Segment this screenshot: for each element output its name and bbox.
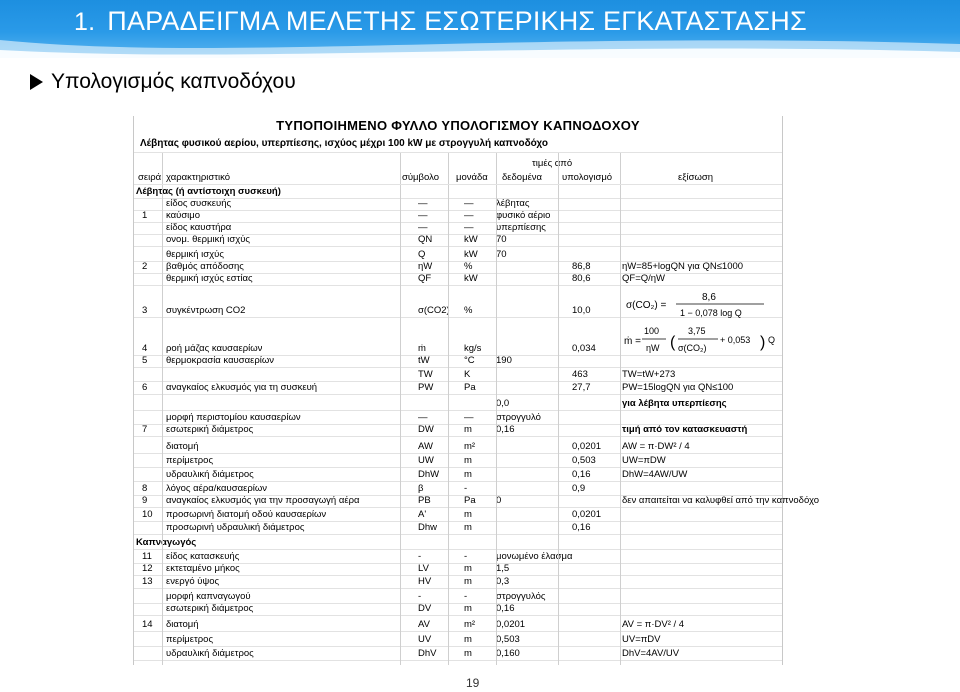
sheet-cell-n: 8 [142,483,148,494]
sheet-cell-char: υδραυλική διάμετρος [166,648,254,659]
sheet-row-divider [134,210,782,211]
sheet-cell-char: Λέβητας (ή αντίστοιχη συσκευή) [136,186,281,197]
sheet-cell-unit: m [464,576,472,587]
sheet-cell-eq: δεν απαιτείται να καλυφθεί από την καπνοδόχο [622,495,819,506]
sheet-cell-char: διατομή [166,441,199,452]
svg-text:): ) [760,334,766,351]
sheet-cell-unit: - [464,551,468,562]
sheet-cell-symbol: — [418,210,428,221]
col-header-equation: εξίσωση [678,172,714,183]
sheet-cell-char: θερμική ισχύς [166,249,224,260]
sheet-row-divider [134,198,782,199]
bullet-arrow-icon [30,74,43,90]
sheet-cell-given: 0,503 [496,634,520,645]
sheet-cell-symbol: AV [418,619,430,630]
sheet-row-divider [134,615,782,616]
sheet-cell-n: 1 [142,210,148,221]
sheet-row-divider [134,660,782,661]
sheet-row-divider [134,534,782,535]
sheet-cell-char: περίμετρος [166,634,214,645]
co2-formula-den: 1 − 0,078 log Q [680,308,742,318]
sheet-row-divider [134,394,782,395]
sheet-title: ΤΥΠΟΠΟΙΗΜΕΝΟ ΦΥΛΛΟ ΥΠΟΛΟΓΙΣΜΟΥ ΚΑΠΝΟΔΟΧΟΥ [276,118,640,133]
sheet-row-divider [134,575,782,576]
sheet-cell-calc: 0,0201 [572,509,602,520]
sheet-cell-calc: 86,8 [572,261,591,272]
sheet-cell-char: θερμοκρασία καυσαερίων [166,355,275,366]
sheet-cell-calc: 0,034 [572,343,596,354]
sheet-cell-given: 0 [496,495,502,506]
col-header-characteristic: χαρακτηριστικό [166,172,231,183]
title-text: ΠΑΡΑΔΕΙΓΜΑ ΜΕΛΕΤΗΣ ΕΣΩΤΕΡΙΚΗΣ ΕΓΚΑΤΑΣΤΑΣΗΣ [107,6,807,36]
sheet-row-divider [134,184,782,185]
calculation-sheet-image [133,116,819,665]
sheet-cell-char: καύσιμο [166,210,201,221]
sheet-cell-symbol: UV [418,634,432,645]
svg-text:(: ( [670,334,676,351]
sheet-cell-n: 4 [142,343,148,354]
col-header-calc: υπολογισμό [562,172,613,183]
mass-formula-a-den: ηW [646,343,660,353]
page-title [74,6,807,37]
sheet-cell-eq: AW = π·DW² / 4 [622,441,690,452]
mass-flow-formula [622,322,782,360]
sheet-row-divider [134,436,782,437]
sheet-cell-n: 14 [142,619,153,630]
sheet-cell-eq: QF=Q/ηW [622,273,666,284]
sheet-cell-char: εκτεταμένο μήκος [166,563,240,574]
sheet-cell-calc: 0,0201 [572,441,602,452]
sheet-row-divider [134,507,782,508]
mass-formula-q: Q [768,335,776,345]
sheet-cell-unit: m [464,424,472,435]
sheet-cell-n: 6 [142,382,148,393]
mass-formula-a-num: 100 [644,326,660,336]
sheet-cell-symbol: DhV [418,648,437,659]
sheet-cell-symbol: ηW [418,261,433,272]
sheet-cell-calc: 0,16 [572,522,591,533]
sheet-cell-given: 70 [496,249,507,260]
sheet-cell-unit: m [464,455,472,466]
mass-formula-b-den: σ(CO₂) [678,343,707,353]
sheet-cell-char: Καπναγωγός [136,537,197,548]
sheet-cell-char: αναγκαίος ελκυσμός για τη συσκευή [166,382,318,393]
sheet-cell-eq: TW=tW+273 [622,369,676,380]
sheet-cell-given: μονωμένο έλασμα [496,551,573,562]
sheet-row-divider [134,367,782,368]
sheet-cell-unit: % [464,261,473,272]
sheet-cell-eq: DhV=4AV/UV [622,648,680,659]
sheet-cell-unit: — [464,198,474,209]
sheet-cell-symbol: σ(CO2) [418,305,450,316]
col-header-unit: μονάδα [456,172,488,183]
sheet-cell-given: στρογγυλός [496,591,546,602]
sheet-column-divider [558,152,559,665]
sheet-row-divider [134,549,782,550]
sheet-cell-symbol: - [418,591,422,602]
sheet-cell-given: φυσικό αέριο [496,210,551,221]
sheet-cell-symbol: - [418,551,422,562]
sheet-cell-unit: Pa [464,495,476,506]
sheet-cell-char: είδος κατασκευής [166,551,240,562]
sheet-row-divider [134,246,782,247]
sheet-cell-symbol: DV [418,603,432,614]
sheet-cell-unit: — [464,412,474,423]
sheet-cell-char: λόγος αέρα/καυσαερίων [166,483,267,494]
sheet-cell-n: 11 [142,551,152,562]
sheet-subtitle: Λέβητας φυσικού αερίου, υπερπίεσης, ισχύος μέχρι 100 kW με στρογγυλή καπνοδόχο [140,138,548,149]
sheet-cell-eq: τιμή από τον κατασκευαστή [622,424,748,435]
sheet-cell-n: 7 [142,424,148,435]
sheet-cell-calc: 463 [572,369,588,380]
co2-formula [624,288,774,322]
sheet-cell-symbol: UW [418,455,434,466]
sheet-cell-char: είδος συσκευής [166,198,232,209]
sheet-cell-unit: - [464,483,468,494]
col-header-given: δεδομένα [502,172,543,183]
sheet-cell-n: 5 [142,355,148,366]
mass-formula-lhs: ṁ = [624,336,641,347]
sheet-cell-unit: kW [464,234,478,245]
sheet-cell-given: 0,16 [496,424,515,435]
sheet-cell-symbol: Q [418,249,426,260]
sheet-cell-unit: % [464,305,473,316]
sheet-cell-calc: 80,6 [572,273,591,284]
sheet-row-divider [134,453,782,454]
sheet-column-divider [448,152,449,665]
sheet-cell-symbol: A' [418,509,427,520]
sheet-row-divider [134,410,782,411]
sheet-cell-calc: 0,9 [572,483,586,494]
sheet-cell-symbol: LV [418,563,429,574]
sheet-cell-given: 190 [496,355,512,366]
col-header-symbol: σύμβολο [402,172,439,183]
sheet-column-divider [496,152,497,665]
sheet-cell-symbol: — [418,412,428,423]
sheet-cell-eq: AV = π·DV² / 4 [622,619,685,630]
sheet-cell-eq: για λέβητα υπερπίεσης [622,398,727,409]
sheet-cell-unit: °C [464,355,475,366]
sheet-cell-symbol: HV [418,576,432,587]
sheet-cell-char: εσωτερική διάμετρος [166,424,254,435]
sheet-cell-char: ονομ. θερμική ισχύς [166,234,250,245]
sheet-cell-unit: kW [464,273,478,284]
sheet-cell-symbol: TW [418,369,433,380]
sheet-cell-symbol: β [418,483,424,494]
sheet-cell-given: 1,5 [496,563,510,574]
sheet-cell-char: βαθμός απόδοσης [166,261,244,272]
sheet-column-divider [400,152,401,665]
sheet-row-divider [134,588,782,589]
sheet-cell-unit: — [464,222,474,233]
sheet-cell-n: 2 [142,261,148,272]
sheet-column-divider [162,152,163,665]
sheet-cell-given: 70 [496,234,507,245]
sheet-cell-n: 9 [142,495,148,506]
sheet-cell-eq: DhW=4AW/UW [622,469,688,480]
mass-formula-tail: + 0,053 [720,335,751,345]
sheet-cell-n: 3 [142,305,148,316]
sheet-cell-unit: m² [464,441,476,452]
sheet-cell-char: μορφή καπναγωγού [166,591,251,602]
header-bar [0,0,960,58]
sheet-cell-symbol: Dhw [418,522,438,533]
sheet-cell-char: μορφή περιστομίου καυσαερίων [166,412,301,423]
sheet-cell-given: 0,0 [496,398,510,409]
sheet-row-divider [134,285,782,286]
sheet-row-divider [134,631,782,632]
sheet-cell-eq: PW=15logQN για QN≤100 [622,382,734,393]
sheet-cell-char: προσωρινή διατομή οδού καυσαερίων [166,509,327,520]
mass-formula-b-num: 3,75 [688,326,706,336]
sheet-cell-unit: K [464,369,471,380]
sheet-cell-calc: 0,503 [572,455,596,466]
sheet-cell-symbol: DW [418,424,434,435]
sheet-cell-char: εσωτερική διάμετρος [166,603,254,614]
sheet-cell-symbol: QF [418,273,432,284]
sheet-cell-char: ενεργό ύψος [166,576,220,587]
sheet-row-divider [134,467,782,468]
sheet-cell-unit: m [464,603,472,614]
sheet-cell-eq: UW=πDW [622,455,666,466]
sheet-cell-given: υπερπίεσης [496,222,546,233]
sheet-cell-calc: 10,0 [572,305,591,316]
col-header-values-top: τιμές από [532,158,573,169]
sheet-cell-char: αναγκαίος ελκυσμός για την προσαγωγή αέρα [166,495,360,506]
sheet-cell-char: θερμική ισχύς εστίας [166,273,253,284]
sheet-cell-char: περίμετρος [166,455,214,466]
sheet-cell-given: λέβητας [496,198,530,209]
title-number: 1. [74,8,96,36]
sheet-cell-unit: - [464,591,468,602]
sheet-cell-unit: m [464,522,472,533]
sheet-cell-unit: m [464,563,472,574]
co2-formula-num: 8,6 [702,292,716,303]
sheet-cell-symbol: AW [418,441,433,452]
sheet-cell-char: υδραυλική διάμετρος [166,469,254,480]
sheet-cell-unit: Pa [464,382,476,393]
sheet-cell-calc: 27,7 [572,382,591,393]
sheet-cell-unit: kW [464,249,478,260]
sheet-cell-given: στρογγυλό [496,412,541,423]
sheet-cell-char: είδος καυστήρα [166,222,232,233]
sheet-cell-symbol: — [418,222,428,233]
sheet-cell-symbol: QN [418,234,433,245]
sheet-cell-unit: m [464,634,472,645]
sheet-cell-char: προσωρινή υδραυλική διάμετρος [166,522,305,533]
sheet-cell-given: 0,3 [496,576,510,587]
sheet-cell-eq: UV=πDV [622,634,661,645]
sheet-cell-given: 0,0201 [496,619,526,630]
sheet-cell-unit: m² [464,619,476,630]
page-number: 19 [466,676,480,690]
co2-formula-lhs: σ(CO₂) = [626,300,667,311]
sheet-cell-unit: — [464,210,474,221]
sheet-row-divider [134,152,782,153]
sheet-cell-n: 12 [142,563,153,574]
sheet-cell-unit: m [464,509,472,520]
sheet-cell-char: συγκέντρωση CO2 [166,305,246,316]
sheet-row-divider [134,646,782,647]
sheet-cell-n: 13 [142,576,153,587]
sheet-cell-symbol: DhW [418,469,440,480]
sheet-cell-given: 0,160 [496,648,520,659]
sheet-cell-symbol: PW [418,382,434,393]
sheet-column-divider [620,152,621,665]
col-header-seira: σειρά [138,172,162,183]
sheet-cell-symbol: PB [418,495,431,506]
sheet-cell-symbol: — [418,198,428,209]
sheet-row-divider [134,481,782,482]
sheet-cell-symbol: ṁ [418,343,426,354]
sheet-cell-symbol: tW [418,355,430,366]
sheet-cell-char: ροή μάζας καυσαερίων [166,343,263,354]
sheet-cell-calc: 0,16 [572,469,591,480]
sheet-cell-given: 0,16 [496,603,515,614]
sheet-cell-unit: kg/s [464,343,482,354]
section-subtitle [30,70,296,94]
sheet-cell-unit: m [464,469,472,480]
subtitle-text: Υπολογισμός καπνοδόχου [51,70,296,93]
sheet-cell-eq: ηW=85+logQN για QN≤1000 [622,261,744,272]
sheet-cell-unit: m [464,648,472,659]
sheet-cell-n: 10 [142,509,153,520]
sheet-cell-char: διατομή [166,619,199,630]
